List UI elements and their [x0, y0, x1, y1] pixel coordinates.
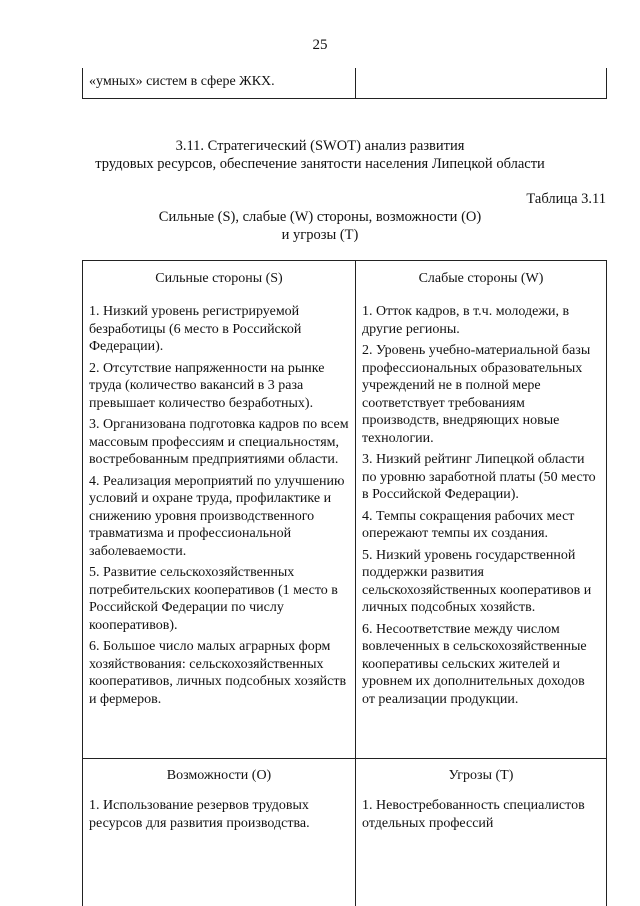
- list-item: 1. Невостребованность специалистов отдельных профессий: [362, 798, 585, 831]
- opportunities-list: [89, 797, 351, 836]
- weaknesses-header: Слабые стороны (W): [418, 271, 544, 286]
- weaknesses-list: [362, 303, 600, 712]
- list-item: 4. Темпы сокращения рабочих мест опережают темпы их создания.: [362, 508, 575, 541]
- list-item: 2. Отсутствие напряженности на рынке труда (количество вакансий в 3 раза превышает количество безработных).: [89, 360, 325, 411]
- threats-header: Угрозы (Т): [448, 768, 514, 783]
- row-divider: [83, 758, 606, 759]
- list-item: 5. Низкий уровень государственной поддержки развития сельскохозяйственных кооперативов и личных подсобных хозяйств.: [362, 547, 592, 615]
- list-item: 4. Реализация мероприятий по улучшению условий и охране труда, профилактике и снижению уровня производственного травматизма и профессиональной заболеваемости.: [89, 473, 345, 559]
- table-number: Таблица 3.11: [526, 191, 606, 207]
- list-item: 1. Низкий уровень регистрируемой безработицы (6 место в Российской Федерации).: [89, 304, 302, 354]
- section-heading-line1: 3.11. Стратегический (SWOT) анализ развития: [175, 138, 465, 154]
- list-item: 2. Уровень учебно-материальной базы профессиональных образовательных учреждений не в полной мере соответствует требованиям производств, внедряющих новые технологии.: [362, 343, 591, 446]
- list-item: 3. Низкий рейтинг Липецкой области по уровню заработной платы (50 место в Российской Федерации).: [362, 452, 596, 502]
- list-item: 6. Несоответствие между числом вовлеченных в сельскохозяйственные кооперативы сельских жителей и уровнем их дополнительных доходов от реализации продукции.: [362, 621, 587, 707]
- table-cell-text: «умных» систем в сфере ЖКХ.: [89, 74, 275, 89]
- continued-table-fragment: [82, 68, 607, 99]
- column-divider: [355, 261, 356, 906]
- section-heading-line2: трудовых ресурсов, обеспечение занятости населения Липецкой области: [95, 156, 545, 172]
- list-item: 3. Организована подготовка кадров по всем массовым профессиям и специальностям, востребованным предприятиями области.: [89, 417, 349, 467]
- table-caption-line1: Сильные (S), слабые (W) стороны, возможности (O): [158, 209, 482, 225]
- list-item: 1. Использование резервов трудовых ресурсов для развития производства.: [89, 798, 310, 831]
- threats-list: [362, 797, 600, 836]
- list-item: 5. Развитие сельскохозяйственных потребительских кооперативов (1 место в Российской Федерации по числу кооперативов).: [89, 565, 338, 633]
- table-caption-line2: и угрозы (T): [281, 227, 359, 243]
- column-divider: [355, 68, 356, 98]
- list-item: 6. Большое число малых аграрных форм хозяйствования: сельскохозяйственных кооперативов, личных подсобных хозяйств и фермеров.: [89, 639, 347, 707]
- strengths-list: [89, 303, 351, 712]
- strengths-header: Сильные стороны (S): [155, 271, 283, 286]
- swot-table: [82, 260, 607, 906]
- opportunities-header: Возможности (O): [166, 768, 272, 783]
- list-item: 1. Отток кадров, в т.ч. молодежи, в другие регионы.: [362, 304, 570, 337]
- page-number: 25: [312, 37, 328, 53]
